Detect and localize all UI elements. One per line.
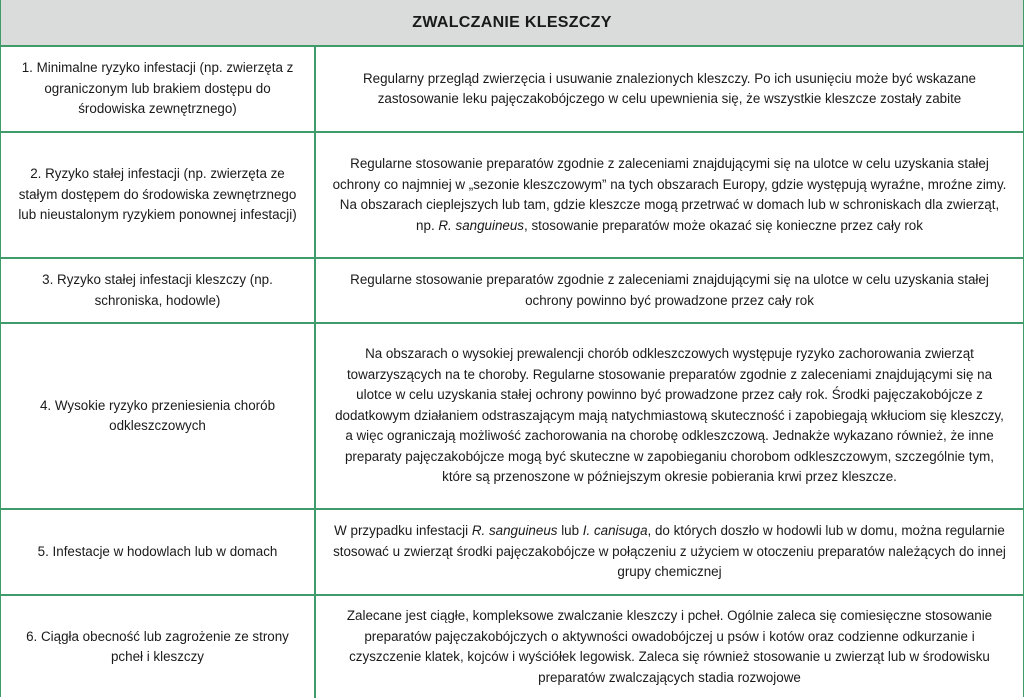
table-row: [1, 595, 1023, 698]
tick-control-table: [1, 0, 1023, 698]
risk-cell: 3. Ryzyko stałej infestacji kleszczy (np. schroniska, hodowle): [1, 258, 315, 323]
risk-cell: 2. Ryzyko stałej infestacji (np. zwierzęta ze stałym dostępem do środowiska zewnętrznego lub nieustalonym ryzykiem ponownej infestacji): [1, 132, 315, 258]
risk-cell: 1. Minimalne ryzyko infestacji (np. zwierzęta z ograniczonym lub brakiem dostępu do środowiska zewnętrznego): [1, 46, 315, 132]
recommendation-cell: [315, 509, 1023, 595]
table-row: [1, 509, 1023, 595]
table-row: [1, 323, 1023, 509]
recommendation-cell: Regularne stosowanie preparatów zgodnie z zaleceniami znajdującymi się na ulotce w celu uzyskania stałej ochrony powinno być prowadzone przez cały rok: [315, 258, 1023, 323]
recommendation-text: lub: [557, 523, 583, 539]
recommendation-cell: Zalecane jest ciągłe, kompleksowe zwalczanie kleszczy i pcheł. Ogólnie zaleca się comiesięczne stosowanie preparatów pajęczakobójczych o aktywności owadobójczej u psów i kotów oraz codzienne odkurzanie i czyszczenie klatek, kojców i wyściółek legowisk. Zaleca się również stosowanie u zwierząt lub w środowisku preparatów zwalczających stadia rozwojowe: [346, 608, 993, 685]
table-row: [1, 258, 1023, 323]
recommendation-text: W przypadku infestacji: [334, 523, 472, 539]
table-row: [1, 46, 1023, 132]
risk-cell: 5. Infestacje w hodowlach lub w domach: [1, 509, 315, 595]
table-title: ZWALCZANIE KLESZCZY: [1, 0, 1023, 46]
recommendation-text: , stosowanie preparatów może okazać się konieczne przez cały rok: [524, 217, 923, 233]
recommendation-text: , do których doszło w hodowli lub w domu, można regularnie stosować u zwierząt środki pajęczakobójcze w połączeniu z użyciem w otoczeniu preparatów należących do innej grupy chemicznej: [333, 523, 1006, 580]
species-name: R. sanguineus: [471, 523, 558, 539]
recommendation-cell: Na obszarach o wysokiej prewalencji chorób odkleszczowych występuje ryzyko zachorowania zwierząt towarzyszących na te choroby. Regularne stosowanie preparatów zgodnie z zaleceniami znajdującymi się na ulotce w celu uzyskania stałej ochrony powinno być prowadzone przez cały rok. Środki pajęczakobójcze z dodatkowym działaniem odstraszającym mają natychmiastową skuteczność i zapobiegają wkłuciom się kleszczy, a więc ograniczają możliwość zachorowania na chorobę odkleszczową. Jednakże wykazano również, że inne preparaty pajęczakobójcze mogą być skuteczne w zapobieganiu chorobom odkleszczowym, szczególnie tym, które są przenoszone w późniejszym okresie pobierania krwi przez kleszcze.: [315, 323, 1023, 509]
table-row: [1, 132, 1023, 258]
recommendation-cell: [315, 132, 1023, 258]
recommendation-cell: Regularny przegląd zwierzęcia i usuwanie znalezionych kleszczy. Po ich usunięciu może być wskazane zastosowanie leku pajęczakobójczego w celu upewnienia się, że wszystkie kleszcze zostały zabite: [315, 46, 1023, 132]
recommendation-text: Regularne stosowanie preparatów zgodnie z zaleceniami znajdującymi się na ulotce w celu uzyskania stałej ochrony co najmniej w „sezonie kleszczowym” na tych obszarach Europy, gdzie występują wyraźne, mroźne zimy. Na obszarach cieplejszych lub tam, gdzie kleszcze mogą przetrwać w domach lub w schroniskach dla zwierząt, np.: [332, 156, 1007, 233]
risk-cell: 4. Wysokie ryzyko przeniesienia chorób odkleszczowych: [1, 323, 315, 509]
risk-cell: 6. Ciągła obecność lub zagrożenie ze strony pcheł i kleszczy: [1, 595, 315, 698]
species-name: I. canisuga: [582, 523, 648, 539]
table-header-row: [1, 0, 1023, 46]
species-name: R. sanguineus: [438, 217, 524, 233]
